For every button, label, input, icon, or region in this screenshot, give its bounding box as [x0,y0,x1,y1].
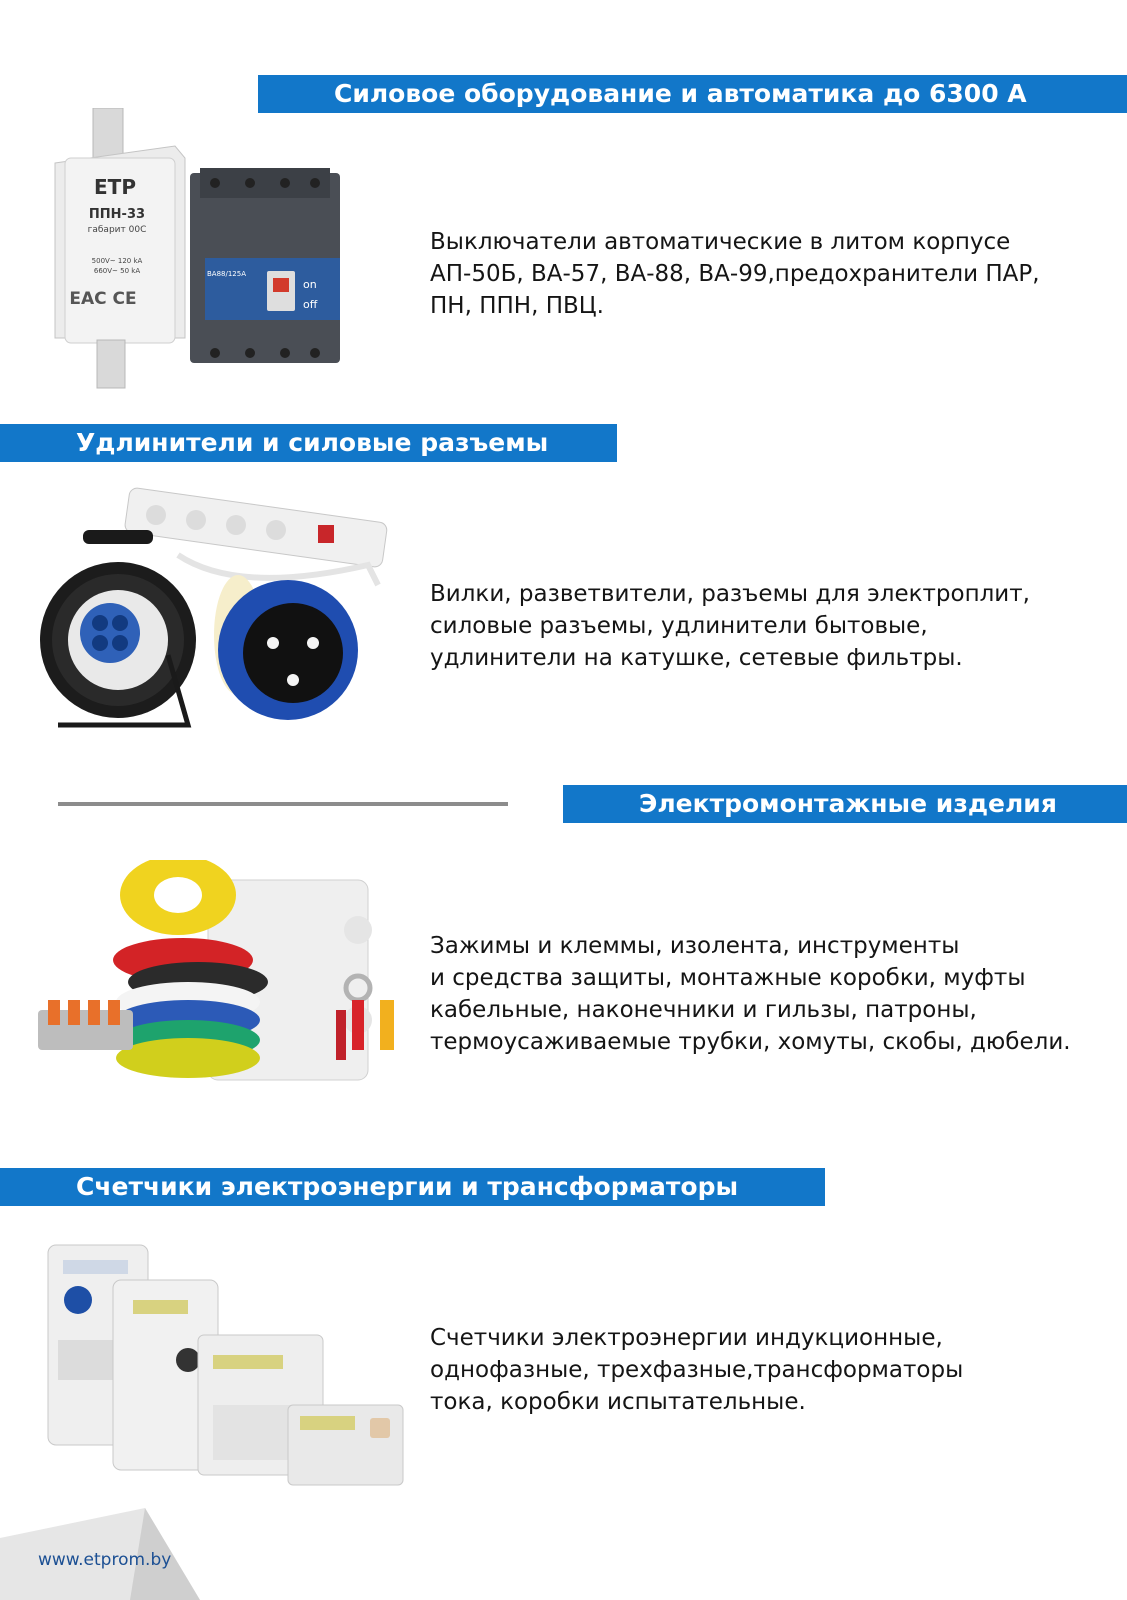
section-description-installation-products [430,930,1110,1058]
section-divider [58,802,508,806]
description-line: силовые разъемы, удлинители бытовые, [430,613,928,639]
description-line: и средства защиты, монтажные коробки, муфты [430,965,1026,991]
description-line: однофазные, трехфазные,трансформаторы [430,1357,964,1383]
extensions-image [38,485,398,745]
section-description-extensions [430,578,1110,674]
description-line: Выключатели автоматические в литом корпусе [430,229,1011,255]
description-line: ПН, ППН, ПВЦ. [430,293,604,319]
fuse-certification-marks: EAC CE [69,289,137,309]
description-line: Зажимы и клеммы, изолента, инструменты [430,933,960,959]
description-line: Вилки, разветвители, разъемы для электроплит, [430,581,1030,607]
breaker-model: ВА88/125А [207,270,247,278]
breaker-on-label: on [303,278,317,291]
section-title-meters-transformers: Счетчики электроэнергии и трансформаторы [0,1168,825,1206]
section-title-extensions: Удлинители и силовые разъемы [0,424,617,462]
description-line: Счетчики электроэнергии индукционные, [430,1325,943,1351]
fuse-size: габарит 00С [87,225,147,235]
description-line: термоусаживаемые трубки, хомуты, скобы, дюбели. [430,1029,1071,1055]
fuse-model: ППН-33 [88,207,146,222]
power-equipment-image [45,108,355,393]
section-title-installation-products: Электромонтажные изделия [563,785,1127,823]
description-line: тока, коробки испытательные. [430,1389,806,1415]
section-description-meters-transformers [430,1322,1110,1418]
description-line: удлинители на катушке, сетевые фильтры. [430,645,963,671]
breaker-off-label: off [303,298,318,311]
installation-products-image [38,860,398,1085]
description-line: АП-50Б, ВА-57, ВА-88, ВА-99,предохранители ПАР, [430,261,1040,287]
section-description-power-equipment [430,226,1110,322]
fuse-brand: ETP [94,175,136,199]
footer-website-link[interactable]: www.etprom.by [38,1550,172,1570]
meters-image [38,1240,408,1490]
fuse-spec-1: 500V~ 120 kA [91,257,143,265]
section-title-power-equipment: Силовое оборудование и автоматика до 6300 А [258,75,1127,113]
description-line: кабельные, наконечники и гильзы, патроны, [430,997,977,1023]
fuse-spec-2: 660V~ 50 kA [93,267,141,275]
